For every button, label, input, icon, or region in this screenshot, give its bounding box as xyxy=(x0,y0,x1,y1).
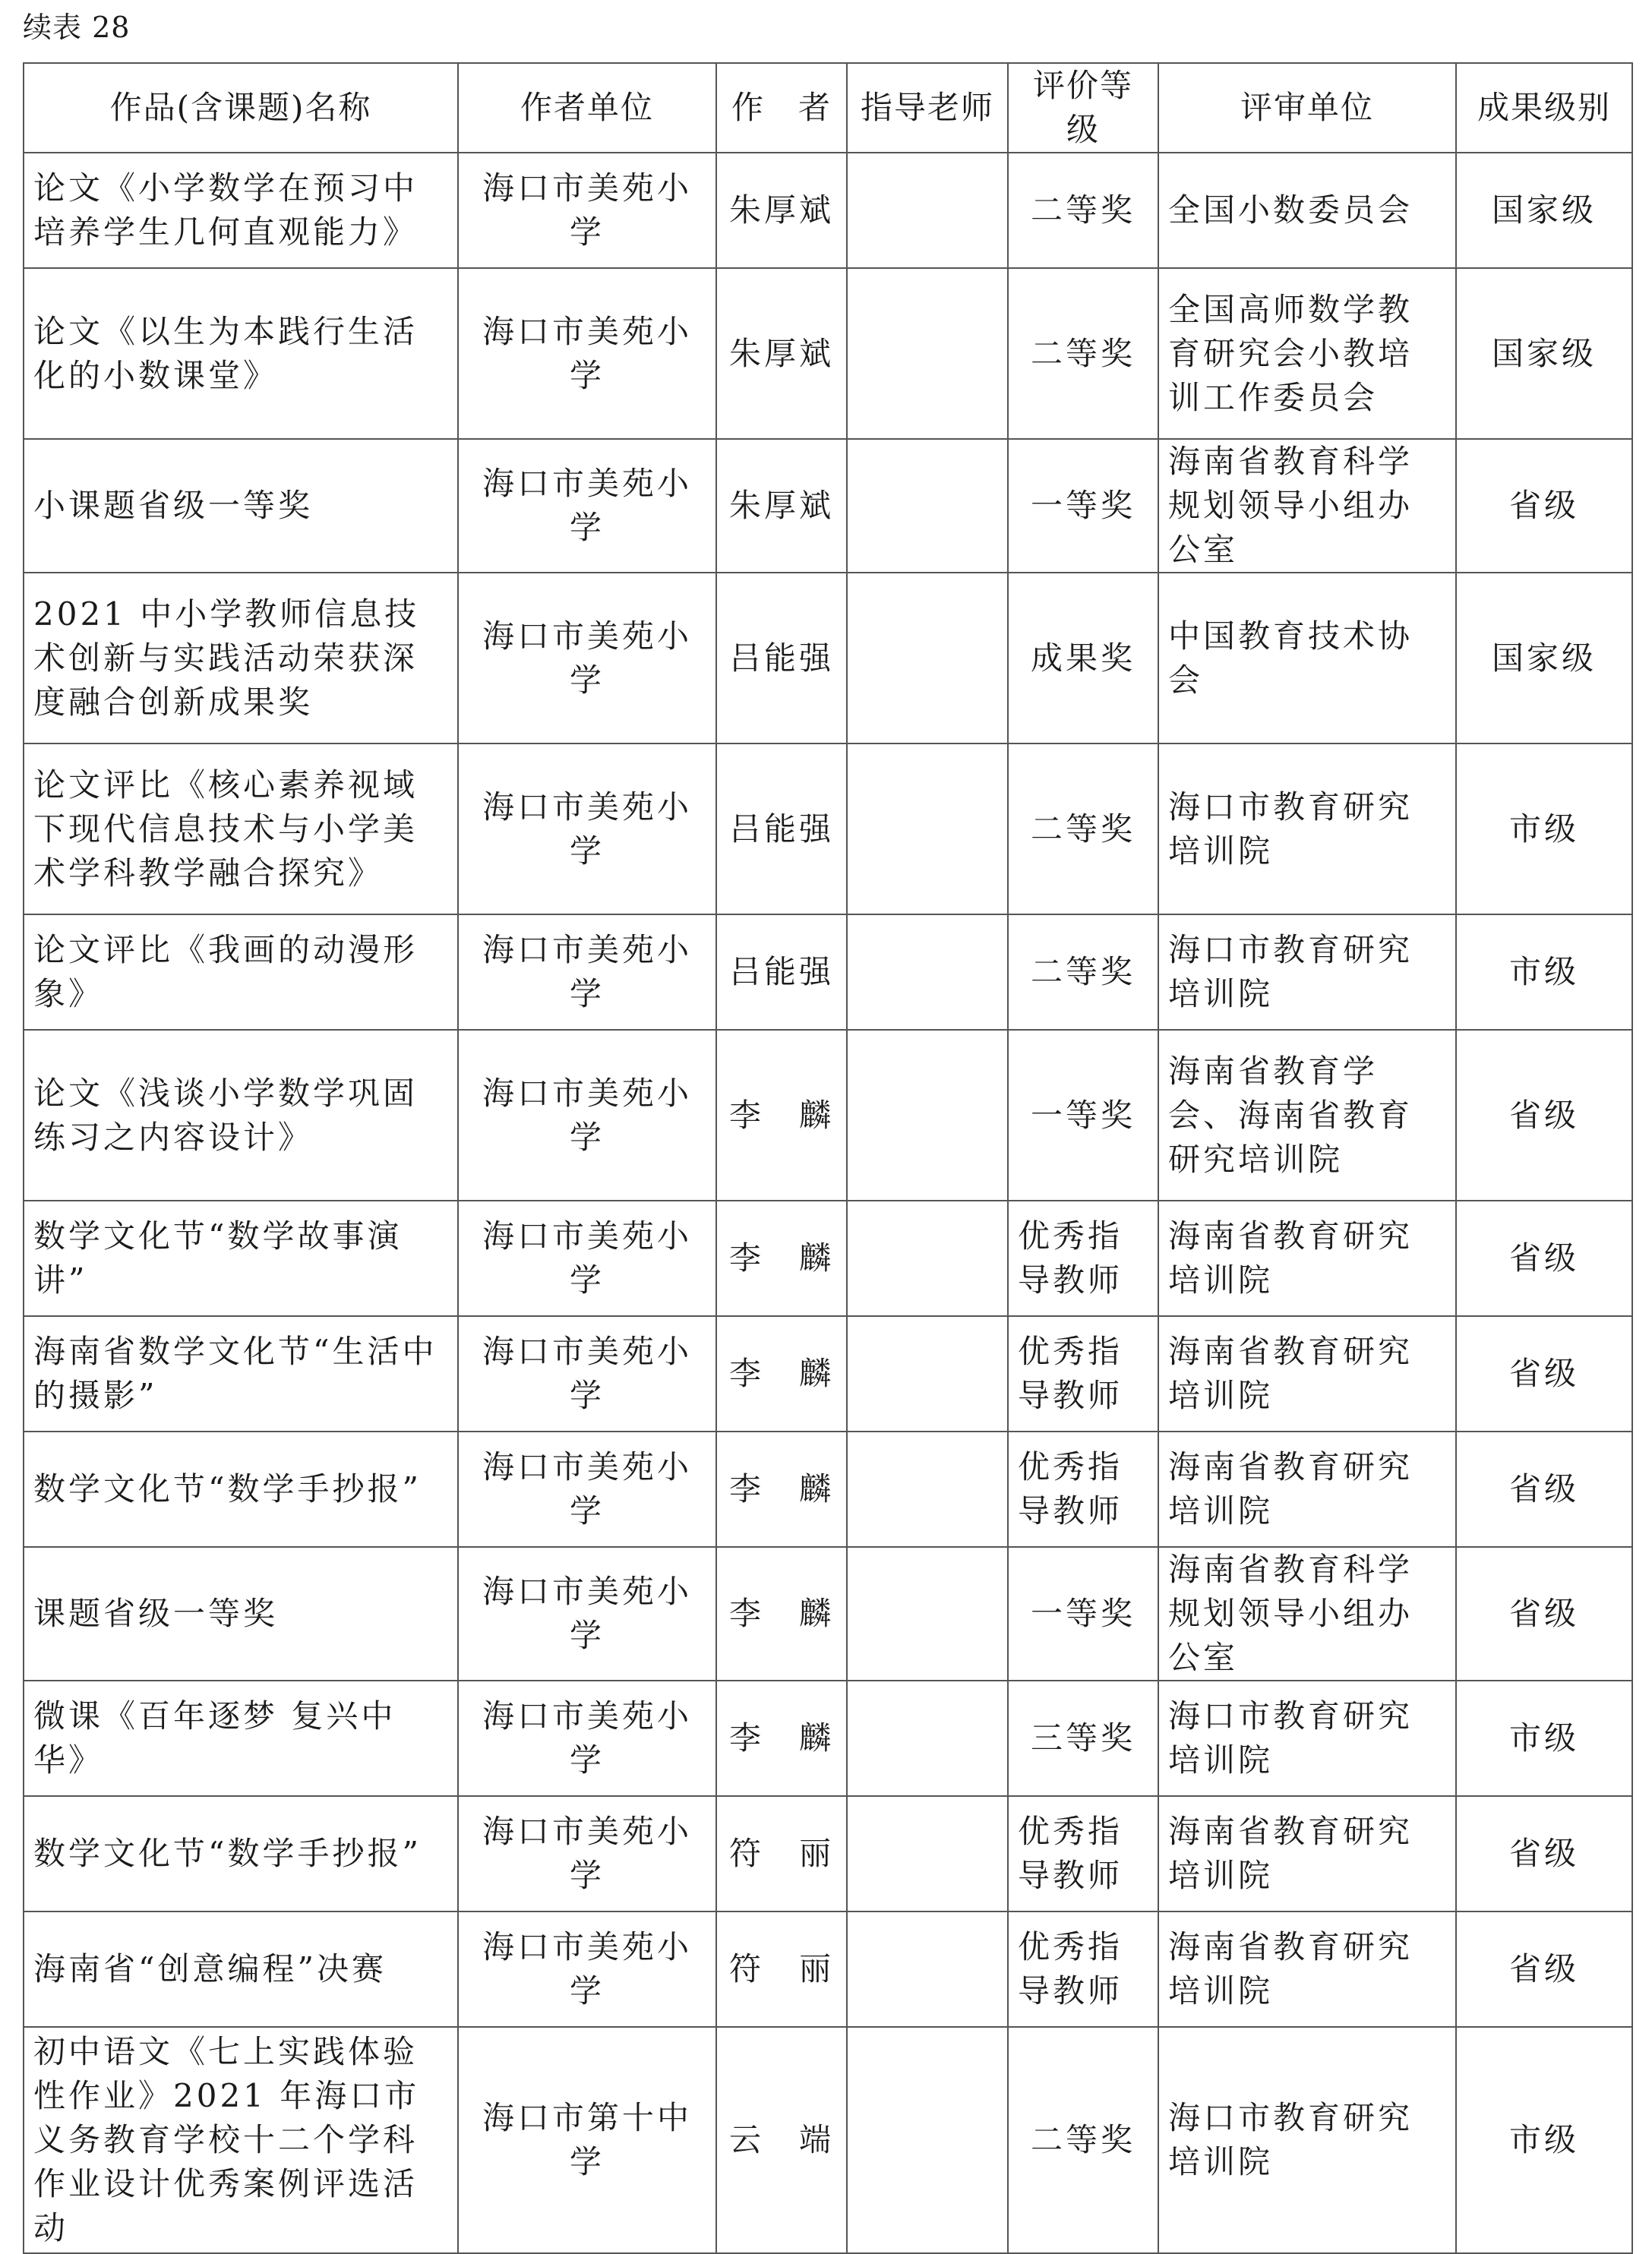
cell-advisor xyxy=(847,1796,1008,1911)
cell-advisor xyxy=(847,1432,1008,1547)
cell-title: 论文《浅谈小学数学巩固练习之内容设计》 xyxy=(24,1030,458,1201)
cell-title: 论文《以生为本践行生活化的小数课堂》 xyxy=(24,268,458,439)
cell-level: 国家级 xyxy=(1456,573,1632,743)
table-row xyxy=(24,2027,1632,2253)
table-row xyxy=(24,268,1632,439)
header-advisor: 指导老师 xyxy=(847,63,1008,153)
cell-reviewer: 海口市教育研究培训院 xyxy=(1158,2027,1456,2253)
table-row xyxy=(24,153,1632,268)
cell-advisor xyxy=(847,743,1008,914)
cell-reviewer: 海南省教育研究培训院 xyxy=(1158,1911,1456,2027)
cell-advisor xyxy=(847,1911,1008,2027)
cell-level: 省级 xyxy=(1456,1201,1632,1316)
cell-reviewer: 海南省教育研究培训院 xyxy=(1158,1432,1456,1547)
cell-reviewer: 海口市教育研究培训院 xyxy=(1158,914,1456,1030)
cell-title: 数学文化节“数学故事演讲” xyxy=(24,1201,458,1316)
cell-author: 李 麟 xyxy=(716,1201,847,1316)
header-reviewer: 评审单位 xyxy=(1158,63,1456,153)
table-row xyxy=(24,1316,1632,1432)
table-row xyxy=(24,1911,1632,2027)
cell-advisor xyxy=(847,1547,1008,1681)
table-caption: 续表 28 xyxy=(23,11,131,44)
cell-grade: 优秀指导教师 xyxy=(1008,1911,1158,2027)
cell-level: 市级 xyxy=(1456,914,1632,1030)
cell-grade: 优秀指导教师 xyxy=(1008,1796,1158,1911)
cell-title: 小课题省级一等奖 xyxy=(24,439,458,573)
cell-unit: 海口市美苑小学 xyxy=(458,1796,716,1911)
cell-author: 吕能强 xyxy=(716,573,847,743)
cell-unit: 海口市美苑小学 xyxy=(458,439,716,573)
cell-unit: 海口市美苑小学 xyxy=(458,1030,716,1201)
cell-author: 吕能强 xyxy=(716,743,847,914)
header-unit: 作者单位 xyxy=(458,63,716,153)
cell-author: 朱厚斌 xyxy=(716,439,847,573)
cell-reviewer: 海口市教育研究培训院 xyxy=(1158,743,1456,914)
table-row xyxy=(24,1547,1632,1681)
cell-author: 李 麟 xyxy=(716,1681,847,1796)
cell-grade: 二等奖 xyxy=(1008,2027,1158,2253)
cell-grade: 三等奖 xyxy=(1008,1681,1158,1796)
cell-unit: 海口市美苑小学 xyxy=(458,1547,716,1681)
cell-reviewer: 海口市教育研究培训院 xyxy=(1158,1681,1456,1796)
cell-title: 2021 中小学教师信息技术创新与实践活动荣获深度融合创新成果奖 xyxy=(24,573,458,743)
cell-author: 李 麟 xyxy=(716,1030,847,1201)
table-row xyxy=(24,1796,1632,1911)
cell-reviewer: 海南省教育科学规划领导小组办公室 xyxy=(1158,439,1456,573)
cell-grade: 二等奖 xyxy=(1008,153,1158,268)
cell-reviewer: 全国高师数学教育研究会小教培训工作委员会 xyxy=(1158,268,1456,439)
cell-advisor xyxy=(847,1030,1008,1201)
cell-reviewer: 全国小数委员会 xyxy=(1158,153,1456,268)
cell-grade: 一等奖 xyxy=(1008,1547,1158,1681)
cell-reviewer: 中国教育技术协会 xyxy=(1158,573,1456,743)
cell-advisor xyxy=(847,268,1008,439)
table-row xyxy=(24,439,1632,573)
cell-unit: 海口市美苑小学 xyxy=(458,268,716,439)
header-grade: 评价等级 xyxy=(1008,63,1158,153)
cell-title: 海南省“创意编程”决赛 xyxy=(24,1911,458,2027)
cell-level: 国家级 xyxy=(1456,268,1632,439)
cell-grade: 优秀指导教师 xyxy=(1008,1201,1158,1316)
table-row xyxy=(24,743,1632,914)
cell-author: 李 麟 xyxy=(716,1547,847,1681)
cell-grade: 成果奖 xyxy=(1008,573,1158,743)
cell-advisor xyxy=(847,439,1008,573)
cell-advisor xyxy=(847,1681,1008,1796)
cell-level: 市级 xyxy=(1456,1681,1632,1796)
cell-unit: 海口市美苑小学 xyxy=(458,743,716,914)
table-row xyxy=(24,1681,1632,1796)
header-level: 成果级别 xyxy=(1456,63,1632,153)
cell-unit: 海口市美苑小学 xyxy=(458,1432,716,1547)
cell-advisor xyxy=(847,573,1008,743)
header-title: 作品(含课题)名称 xyxy=(24,63,458,153)
cell-level: 国家级 xyxy=(1456,153,1632,268)
cell-unit: 海口市美苑小学 xyxy=(458,153,716,268)
header-author: 作 者 xyxy=(716,63,847,153)
cell-level: 省级 xyxy=(1456,1796,1632,1911)
cell-author: 朱厚斌 xyxy=(716,153,847,268)
cell-level: 省级 xyxy=(1456,1547,1632,1681)
cell-unit: 海口市美苑小学 xyxy=(458,1316,716,1432)
cell-grade: 优秀指导教师 xyxy=(1008,1316,1158,1432)
cell-level: 省级 xyxy=(1456,1030,1632,1201)
cell-author: 符 丽 xyxy=(716,1796,847,1911)
cell-level: 省级 xyxy=(1456,1911,1632,2027)
table-row xyxy=(24,1030,1632,1201)
cell-unit: 海口市美苑小学 xyxy=(458,1681,716,1796)
cell-grade: 二等奖 xyxy=(1008,268,1158,439)
cell-grade: 二等奖 xyxy=(1008,914,1158,1030)
cell-unit: 海口市第十中学 xyxy=(458,2027,716,2253)
cell-level: 市级 xyxy=(1456,2027,1632,2253)
cell-grade: 一等奖 xyxy=(1008,1030,1158,1201)
cell-title: 数学文化节“数学手抄报” xyxy=(24,1796,458,1911)
cell-reviewer: 海南省教育学会、海南省教育研究培训院 xyxy=(1158,1030,1456,1201)
cell-advisor xyxy=(847,1316,1008,1432)
table-row xyxy=(24,914,1632,1030)
cell-reviewer: 海南省教育研究培训院 xyxy=(1158,1316,1456,1432)
cell-unit: 海口市美苑小学 xyxy=(458,1911,716,2027)
cell-unit: 海口市美苑小学 xyxy=(458,573,716,743)
cell-title: 数学文化节“数学手抄报” xyxy=(24,1432,458,1547)
cell-unit: 海口市美苑小学 xyxy=(458,914,716,1030)
cell-title: 论文评比《我画的动漫形象》 xyxy=(24,914,458,1030)
cell-grade: 二等奖 xyxy=(1008,743,1158,914)
cell-author: 云 端 xyxy=(716,2027,847,2253)
cell-level: 省级 xyxy=(1456,439,1632,573)
cell-grade: 优秀指导教师 xyxy=(1008,1432,1158,1547)
cell-level: 省级 xyxy=(1456,1316,1632,1432)
awards-table xyxy=(23,62,1633,2254)
cell-advisor xyxy=(847,914,1008,1030)
cell-reviewer: 海南省教育科学规划领导小组办公室 xyxy=(1158,1547,1456,1681)
table-row xyxy=(24,1432,1632,1547)
cell-author: 符 丽 xyxy=(716,1911,847,2027)
cell-grade: 一等奖 xyxy=(1008,439,1158,573)
cell-author: 朱厚斌 xyxy=(716,268,847,439)
cell-title: 课题省级一等奖 xyxy=(24,1547,458,1681)
cell-reviewer: 海南省教育研究培训院 xyxy=(1158,1796,1456,1911)
cell-author: 李 麟 xyxy=(716,1432,847,1547)
cell-author: 吕能强 xyxy=(716,914,847,1030)
cell-title: 微课《百年逐梦 复兴中华》 xyxy=(24,1681,458,1796)
header-row xyxy=(24,63,1632,153)
cell-author: 李 麟 xyxy=(716,1316,847,1432)
cell-level: 市级 xyxy=(1456,743,1632,914)
cell-advisor xyxy=(847,1201,1008,1316)
cell-title: 海南省数学文化节“生活中的摄影” xyxy=(24,1316,458,1432)
cell-advisor xyxy=(847,2027,1008,2253)
cell-reviewer: 海南省教育研究培训院 xyxy=(1158,1201,1456,1316)
cell-title: 论文评比《核心素养视域下现代信息技术与小学美术学科教学融合探究》 xyxy=(24,743,458,914)
cell-level: 省级 xyxy=(1456,1432,1632,1547)
cell-unit: 海口市美苑小学 xyxy=(458,1201,716,1316)
table-row xyxy=(24,573,1632,743)
cell-title: 初中语文《七上实践体验性作业》2021 年海口市义务教育学校十二个学科作业设计优秀案例评选活动 xyxy=(24,2027,458,2253)
cell-title: 论文《小学数学在预习中培养学生几何直观能力》 xyxy=(24,153,458,268)
cell-advisor xyxy=(847,153,1008,268)
table-row xyxy=(24,1201,1632,1316)
